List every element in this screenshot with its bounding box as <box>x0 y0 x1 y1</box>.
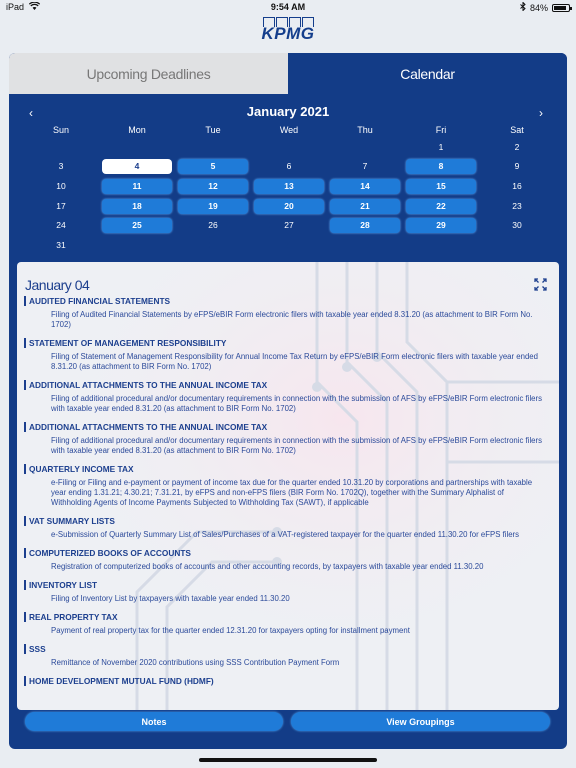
calendar-day[interactable]: 17 <box>56 201 66 211</box>
deadline-item[interactable] <box>24 296 552 330</box>
deadline-item-description: Filing of Audited Financial Statements by eFPS/eBIR Form electronic filers with taxable year ended 8.31.20 (as attachment to BIR Form No. 1702) <box>51 310 533 329</box>
deadline-item-title: STATEMENT OF MANAGEMENT RESPONSIBILITY <box>24 338 552 348</box>
deadline-item[interactable] <box>24 422 552 456</box>
status-bar <box>0 0 576 16</box>
battery-percent: 84% <box>529 2 548 13</box>
bluetooth-icon <box>520 2 526 13</box>
deadline-item-title: VAT SUMMARY LISTS <box>24 516 552 526</box>
calendar-day-deadline[interactable]: 12 <box>178 179 248 194</box>
notes-button[interactable]: Notes <box>25 712 283 731</box>
deadline-item-title: SSS <box>24 644 552 654</box>
deadline-item[interactable] <box>24 612 552 636</box>
calendar-day-deadline[interactable]: 22 <box>406 199 476 214</box>
deadline-item[interactable] <box>24 580 552 604</box>
weekday-label: Sat <box>510 125 524 135</box>
status-right <box>520 2 570 13</box>
calendar-day-deadline[interactable]: 21 <box>330 199 400 214</box>
calendar-day[interactable]: 24 <box>56 220 66 230</box>
calendar-day[interactable]: 26 <box>208 220 218 230</box>
deadline-item[interactable] <box>24 464 552 508</box>
calendar-day[interactable]: 16 <box>512 181 522 191</box>
day-detail-panel <box>17 262 559 710</box>
deadline-item[interactable] <box>24 516 552 540</box>
selected-date-heading: January 04 <box>25 277 90 293</box>
weekday-label: Sun <box>52 125 69 135</box>
deadline-item-description: Remittance of November 2020 contributions using SSS Contribution Payment Form <box>51 658 340 667</box>
status-time: 9:54 AM <box>270 2 306 12</box>
weekday-label: Thu <box>357 125 373 135</box>
battery-fill <box>554 6 566 10</box>
deadline-item-description: Registration of computerized books of accounts and other accounting records, by taxpayers with taxable year ended 11.30.20 <box>51 562 484 571</box>
calendar-day-deadline[interactable]: 11 <box>102 179 172 194</box>
tab-upcoming-deadlines[interactable]: Upcoming Deadlines <box>9 53 288 94</box>
calendar-day[interactable]: 30 <box>512 220 522 230</box>
month-header <box>9 104 567 122</box>
view-groupings-button[interactable]: View Groupings <box>291 712 550 731</box>
device-name: iPad <box>6 2 25 12</box>
calendar-day[interactable]: 10 <box>56 181 66 191</box>
app-header <box>0 16 576 46</box>
deadline-item[interactable] <box>24 676 552 686</box>
calendar-day[interactable]: 7 <box>362 161 368 171</box>
deadline-item-title: HOME DEVELOPMENT MUTUAL FUND (HDMF) <box>24 676 552 686</box>
month-title: January 2021 <box>246 104 330 119</box>
deadline-item-description: Filing of Inventory List by taxpayers with taxable year ended 11.30.20 <box>51 594 290 603</box>
tab-calendar[interactable]: Calendar <box>288 53 567 94</box>
weekday-label: Tue <box>205 125 221 135</box>
calendar-day[interactable]: 9 <box>514 161 520 171</box>
calendar-day-deadline[interactable]: 5 <box>178 159 248 174</box>
deadline-item-title: QUARTERLY INCOME TAX <box>24 464 552 474</box>
deadline-item-description: Filing of additional procedural and/or documentary requirements in connection with the submission of AFS by eFPS/eBIR Form electronic filers with taxable year ended 8.31.20 (as attachment to BIR Form No. 1702) <box>51 436 543 455</box>
deadline-item-title: INVENTORY LIST <box>24 580 552 590</box>
calendar-day-deadline[interactable]: 8 <box>406 159 476 174</box>
calendar-day[interactable]: 23 <box>512 201 522 211</box>
deadline-item-title: ADDITIONAL ATTACHMENTS TO THE ANNUAL INCOME TAX <box>24 422 552 432</box>
calendar-day-deadline[interactable]: 13 <box>254 179 324 194</box>
home-indicator[interactable] <box>199 758 377 762</box>
calendar-day[interactable]: 6 <box>286 161 292 171</box>
bottom-buttons <box>25 712 551 732</box>
calendar-day-deadline[interactable]: 25 <box>102 218 172 233</box>
next-month-button[interactable]: › <box>539 106 543 120</box>
deadline-item[interactable] <box>24 548 552 572</box>
calendar-day[interactable]: 1 <box>438 142 444 152</box>
weekday-label: Mon <box>128 125 146 135</box>
calendar-day-deadline[interactable]: 15 <box>406 179 476 194</box>
deadline-item[interactable] <box>24 338 552 372</box>
deadline-item-title: COMPUTERIZED BOOKS OF ACCOUNTS <box>24 548 552 558</box>
calendar-day[interactable]: 3 <box>58 161 64 171</box>
weekday-label: Fri <box>435 125 447 135</box>
kpmg-logo <box>262 17 315 41</box>
calendar-day-deadline[interactable]: 18 <box>102 199 172 214</box>
deadline-item-description: e-Submission of Quarterly Summary List of Sales/Purchases of a VAT-registered taxpayer for the quarter ended 11.30.20 for eFPS filers <box>51 530 520 539</box>
deadline-item-description: Filing of additional procedural and/or documentary requirements in connection with the submission of AFS by eFPS/eBIR Form electronic filers with taxable year ended 8.31.20 (as attachment to BIR Form No. 1702) <box>51 394 543 413</box>
deadline-item-title: ADDITIONAL ATTACHMENTS TO THE ANNUAL INCOME TAX <box>24 380 552 390</box>
weekday-label: Wed <box>279 125 299 135</box>
deadline-item-title: AUDITED FINANCIAL STATEMENTS <box>24 296 552 306</box>
deadline-item-description: Filing of Statement of Management Responsibility for Annual Income Tax Return by eFPS/eBIR Form electronic filers with taxable year ended 8.31.20 (as attachment to BIR Form No. 1702) <box>51 352 538 371</box>
calendar-day-deadline[interactable]: 28 <box>330 218 400 233</box>
prev-month-button[interactable]: ‹ <box>29 106 33 120</box>
deadline-item-description: e-Filing or Filing and e-payment or payment of income tax due for the quarter ended 10.31.20 by corporations and partnerships with taxable year ending 1.31.21; 4.30.21; 7.31.21, by eFPS and non-eFPS filers (BIR Form No. 1702Q), together with the Summary Alphalist of Withholding Agents of Income Payments Subjected to Withholding Tax (SAWT), if applicable <box>51 478 533 507</box>
calendar-day-deadline[interactable]: 29 <box>406 218 476 233</box>
calendar-day[interactable]: 2 <box>514 142 520 152</box>
deadline-item-description: Payment of real property tax for the quarter ended 12.31.20 for taxpayers opting for installment payment <box>51 626 410 635</box>
calendar-day[interactable]: 27 <box>284 220 294 230</box>
calendar-card <box>9 53 567 749</box>
deadline-list <box>24 296 552 694</box>
deadline-item[interactable] <box>24 644 552 668</box>
battery-icon <box>552 4 570 12</box>
logo-text: KPMG <box>261 24 315 43</box>
calendar-day-deadline[interactable]: 20 <box>254 199 324 214</box>
tab-bar <box>9 53 567 94</box>
deadline-item-title: REAL PROPERTY TAX <box>24 612 552 622</box>
calendar-day-deadline[interactable]: 14 <box>330 179 400 194</box>
calendar-day-selected[interactable]: 4 <box>102 159 172 174</box>
deadline-item[interactable] <box>24 380 552 414</box>
expand-icon[interactable] <box>534 278 547 291</box>
calendar-day-deadline[interactable]: 19 <box>178 199 248 214</box>
calendar-day[interactable]: 31 <box>56 240 66 250</box>
